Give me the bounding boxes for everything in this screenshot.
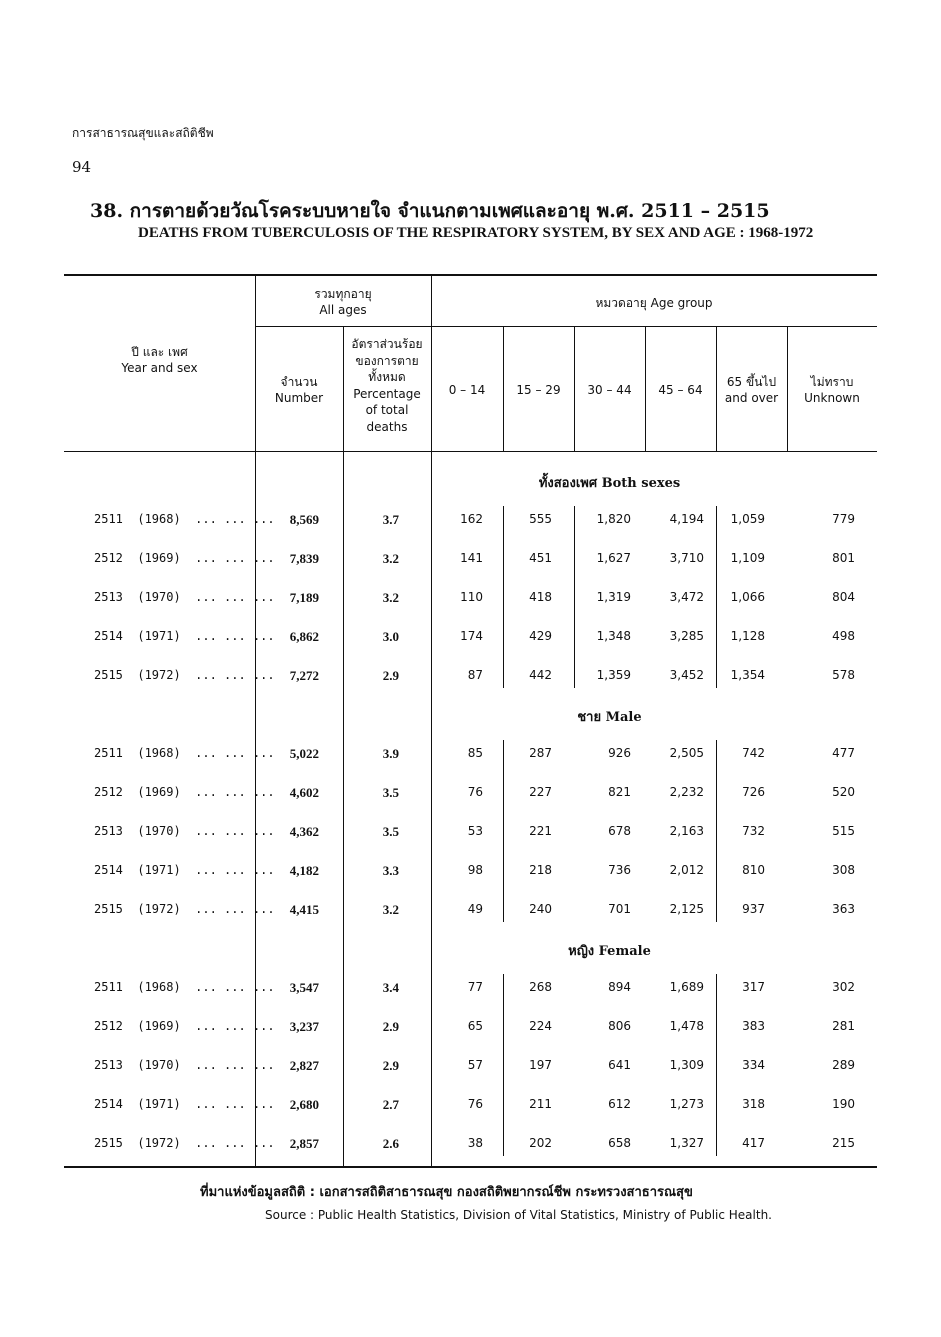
- table-row: [0, 980, 941, 1000]
- cell-pct: 3.9: [382, 746, 399, 761]
- cell-a45: 1,327: [669, 1136, 704, 1150]
- cell-number: 4,362: [289, 824, 319, 839]
- table-row: [0, 1136, 941, 1156]
- header-all-ages-english: All ages: [319, 303, 367, 317]
- cell-number: 4,182: [289, 863, 319, 878]
- cell-a30: 1,820: [596, 512, 631, 526]
- header-all-ages-thai: รวมทุกอายุ: [314, 287, 372, 301]
- header-age-30-44: 30 – 44: [587, 383, 632, 397]
- header-unknown-english: Unknown: [804, 391, 860, 405]
- cell-a0: 76: [467, 785, 483, 799]
- header-unknown-thai: ไม่ทราบ: [810, 375, 854, 389]
- header-pct-thai-2: ของการตาย: [355, 353, 419, 368]
- cell-a45: 3,472: [669, 590, 704, 604]
- table-row: [0, 551, 941, 571]
- table-top-rule: [64, 274, 877, 276]
- table-row: [0, 590, 941, 610]
- cell-a30: 926: [608, 746, 631, 760]
- cell-a45: 2,232: [669, 785, 704, 799]
- row-year: 2511 (1968) ... ... ...: [94, 512, 275, 526]
- row-year: 2513 (1970) ... ... ...: [94, 824, 275, 838]
- cell-a30: 894: [608, 980, 631, 994]
- cell-a15: 442: [529, 668, 552, 682]
- cell-a65: 1,128: [730, 629, 765, 643]
- header-pct-thai-1: อัตราส่วนร้อย: [351, 337, 423, 351]
- cell-a30: 806: [608, 1019, 631, 1033]
- cell-a65: 937: [742, 902, 765, 916]
- cell-unk: 477: [832, 746, 855, 760]
- header-age-65-thai: 65 ขึ้นไป: [726, 375, 777, 389]
- cell-a30: 678: [608, 824, 631, 838]
- cell-unk: 804: [832, 590, 855, 604]
- cell-pct: 3.7: [382, 512, 399, 527]
- section-label: ชาย Male: [577, 710, 642, 725]
- cell-number: 5,022: [289, 746, 319, 761]
- cell-unk: 363: [832, 902, 855, 916]
- cell-number: 3,237: [289, 1019, 319, 1034]
- cell-number: 7,272: [289, 668, 319, 683]
- cell-a0: 85: [467, 746, 483, 760]
- header-pct-english-3: deaths: [366, 419, 408, 434]
- table-row: [0, 902, 941, 922]
- cell-a65: 417: [742, 1136, 765, 1150]
- header-year-sex-english: Year and sex: [121, 361, 198, 375]
- cell-pct: 3.2: [382, 551, 399, 566]
- header-age-group: หมวดอายุ Age group: [595, 296, 713, 310]
- cell-unk: 520: [832, 785, 855, 799]
- cell-unk: 215: [832, 1136, 855, 1150]
- cell-unk: 498: [832, 629, 855, 643]
- cell-number: 7,189: [289, 590, 319, 605]
- cell-a15: 197: [529, 1058, 552, 1072]
- cell-a45: 4,194: [669, 512, 704, 526]
- cell-a0: 141: [460, 551, 483, 565]
- cell-pct: 3.2: [382, 590, 399, 605]
- cell-a0: 162: [460, 512, 483, 526]
- cell-pct: 3.4: [382, 980, 399, 995]
- cell-a65: 1,059: [730, 512, 765, 526]
- section-label: ทั้งสองเพศ Both sexes: [538, 476, 681, 491]
- cell-a0: 77: [467, 980, 483, 994]
- page-number: 94: [72, 158, 92, 176]
- cell-pct: 3.5: [382, 824, 399, 839]
- cell-pct: 2.9: [382, 1019, 399, 1034]
- cell-number: 6,862: [289, 629, 319, 644]
- header-all-ages: [255, 286, 431, 318]
- header-year-sex: [64, 344, 255, 376]
- row-year: 2511 (1968) ... ... ...: [94, 980, 275, 994]
- section-label: หญิง Female: [568, 944, 651, 959]
- cell-pct: 3.0: [382, 629, 399, 644]
- cell-a45: 1,309: [669, 1058, 704, 1072]
- cell-a15: 224: [529, 1019, 552, 1033]
- cell-a30: 701: [608, 902, 631, 916]
- header-number-thai: จำนวน: [280, 375, 318, 389]
- cell-pct: 2.6: [382, 1136, 399, 1151]
- cell-a65: 742: [742, 746, 765, 760]
- header-percentage: [343, 336, 431, 435]
- row-year: 2514 (1971) ... ... ...: [94, 1097, 275, 1111]
- cell-a15: 202: [529, 1136, 552, 1150]
- cell-a45: 1,273: [669, 1097, 704, 1111]
- running-head: การสาธารณสุขและสถิติชีพ: [72, 126, 214, 140]
- header-pct-english-2: of total: [365, 403, 409, 417]
- cell-pct: 2.9: [382, 1058, 399, 1073]
- row-year: 2515 (1972) ... ... ...: [94, 902, 275, 916]
- cell-unk: 190: [832, 1097, 855, 1111]
- row-year: 2512 (1969) ... ... ...: [94, 785, 275, 799]
- cell-a65: 1,109: [730, 551, 765, 565]
- cell-a15: 211: [529, 1097, 552, 1111]
- cell-a65: 1,066: [730, 590, 765, 604]
- cell-a65: 726: [742, 785, 765, 799]
- table-row: [0, 1019, 941, 1039]
- cell-a45: 2,163: [669, 824, 704, 838]
- table-row: [0, 629, 941, 649]
- cell-number: 4,415: [289, 902, 319, 917]
- cell-a0: 76: [467, 1097, 483, 1111]
- cell-a65: 334: [742, 1058, 765, 1072]
- cell-a45: 2,505: [669, 746, 704, 760]
- cell-unk: 308: [832, 863, 855, 877]
- header-age-0-14: 0 – 14: [448, 383, 486, 397]
- cell-a45: 1,689: [669, 980, 704, 994]
- cell-a65: 1,354: [730, 668, 765, 682]
- header-number: [255, 374, 343, 406]
- cell-a45: 2,012: [669, 863, 704, 877]
- cell-unk: 801: [832, 551, 855, 565]
- cell-a15: 555: [529, 512, 552, 526]
- cell-number: 3,547: [289, 980, 319, 995]
- cell-a30: 612: [608, 1097, 631, 1111]
- cell-number: 2,680: [289, 1097, 319, 1112]
- cell-unk: 779: [832, 512, 855, 526]
- cell-unk: 515: [832, 824, 855, 838]
- cell-unk: 578: [832, 668, 855, 682]
- cell-a45: 1,478: [669, 1019, 704, 1033]
- source-thai: ที่มาแห่งข้อมูลสถิติ : เอกสารสถิติสาธารณสุข กองสถิติพยากรณ์ชีพ กระทรวงสาธารณสุข: [200, 1185, 693, 1200]
- table-row: [0, 863, 941, 883]
- cell-a15: 451: [529, 551, 552, 565]
- cell-a65: 732: [742, 824, 765, 838]
- cell-a30: 1,348: [596, 629, 631, 643]
- cell-a0: 49: [467, 902, 483, 916]
- cell-pct: 3.2: [382, 902, 399, 917]
- cell-a0: 38: [467, 1136, 483, 1150]
- header-age-65-over: [716, 374, 787, 406]
- cell-pct: 2.9: [382, 668, 399, 683]
- header-age-45-64: 45 – 64: [658, 383, 703, 397]
- cell-a65: 317: [742, 980, 765, 994]
- cell-a65: 318: [742, 1097, 765, 1111]
- header-year-sex-thai: ปี และ เพศ: [131, 345, 188, 359]
- cell-a45: 3,285: [669, 629, 704, 643]
- row-year: 2512 (1969) ... ... ...: [94, 551, 275, 565]
- cell-a15: 429: [529, 629, 552, 643]
- cell-a15: 287: [529, 746, 552, 760]
- cell-a30: 658: [608, 1136, 631, 1150]
- table-row: [0, 785, 941, 805]
- cell-unk: 289: [832, 1058, 855, 1072]
- cell-a0: 174: [460, 629, 483, 643]
- cell-number: 7,839: [289, 551, 319, 566]
- row-year: 2514 (1971) ... ... ...: [94, 629, 275, 643]
- cell-unk: 281: [832, 1019, 855, 1033]
- cell-number: 4,602: [289, 785, 319, 800]
- table-row: [0, 512, 941, 532]
- header-pct-english-1: Percentage: [353, 386, 421, 401]
- table-bottom-rule: [64, 1166, 877, 1168]
- cell-a0: 98: [467, 863, 483, 877]
- cell-a0: 65: [467, 1019, 483, 1033]
- cell-a15: 268: [529, 980, 552, 994]
- cell-a65: 383: [742, 1019, 765, 1033]
- header-number-english: Number: [274, 391, 324, 405]
- cell-a15: 218: [529, 863, 552, 877]
- cell-a45: 2,125: [669, 902, 704, 916]
- cell-a30: 821: [608, 785, 631, 799]
- row-year: 2513 (1970) ... ... ...: [94, 1058, 275, 1072]
- header-age-15-29: 15 – 29: [516, 383, 561, 397]
- all-ages-rule: [255, 326, 431, 327]
- cell-a0: 87: [467, 668, 483, 682]
- cell-pct: 3.5: [382, 785, 399, 800]
- cell-a30: 1,627: [596, 551, 631, 565]
- cell-number: 8,569: [289, 512, 319, 527]
- table-row: [0, 1058, 941, 1078]
- row-year: 2515 (1972) ... ... ...: [94, 668, 275, 682]
- cell-a15: 227: [529, 785, 552, 799]
- cell-a65: 810: [742, 863, 765, 877]
- cell-a15: 240: [529, 902, 552, 916]
- cell-number: 2,827: [289, 1058, 319, 1073]
- row-year: 2515 (1972) ... ... ...: [94, 1136, 275, 1150]
- table-title-english: DEATHS FROM TUBERCULOSIS OF THE RESPIRATORY SYSTEM, BY SEX AND AGE : 1968-1972: [138, 225, 814, 241]
- cell-a0: 110: [460, 590, 483, 604]
- table-row: [0, 824, 941, 844]
- cell-pct: 2.7: [382, 1097, 399, 1112]
- cell-a15: 221: [529, 824, 552, 838]
- table-row: [0, 668, 941, 688]
- cell-a0: 53: [467, 824, 483, 838]
- cell-number: 2,857: [289, 1136, 319, 1151]
- row-year: 2513 (1970) ... ... ...: [94, 590, 275, 604]
- cell-a30: 1,359: [596, 668, 631, 682]
- header-age-65-english: and over: [724, 391, 779, 405]
- row-year: 2511 (1968) ... ... ...: [94, 746, 275, 760]
- cell-a0: 57: [467, 1058, 483, 1072]
- age-group-rule: [431, 326, 877, 327]
- cell-a30: 1,319: [596, 590, 631, 604]
- cell-a45: 3,710: [669, 551, 704, 565]
- row-year: 2514 (1971) ... ... ...: [94, 863, 275, 877]
- header-pct-thai-3: ทั้งหมด: [368, 370, 406, 384]
- table-row: [0, 1097, 941, 1117]
- table-row: [0, 746, 941, 766]
- cell-a15: 418: [529, 590, 552, 604]
- cell-a30: 736: [608, 863, 631, 877]
- cell-a45: 3,452: [669, 668, 704, 682]
- header-bottom-rule: [64, 451, 877, 452]
- cell-pct: 3.3: [382, 863, 399, 878]
- source-english: Source : Public Health Statistics, Division of Vital Statistics, Ministry of Public Health.: [265, 1208, 772, 1222]
- table-title-thai: 38. การตายด้วยวัณโรคระบบหายใจ จำแนกตามเพศและอายุ พ.ศ. 2511 – 2515: [90, 200, 770, 222]
- cell-unk: 302: [832, 980, 855, 994]
- header-unknown: [787, 374, 877, 406]
- cell-a30: 641: [608, 1058, 631, 1072]
- row-year: 2512 (1969) ... ... ...: [94, 1019, 275, 1033]
